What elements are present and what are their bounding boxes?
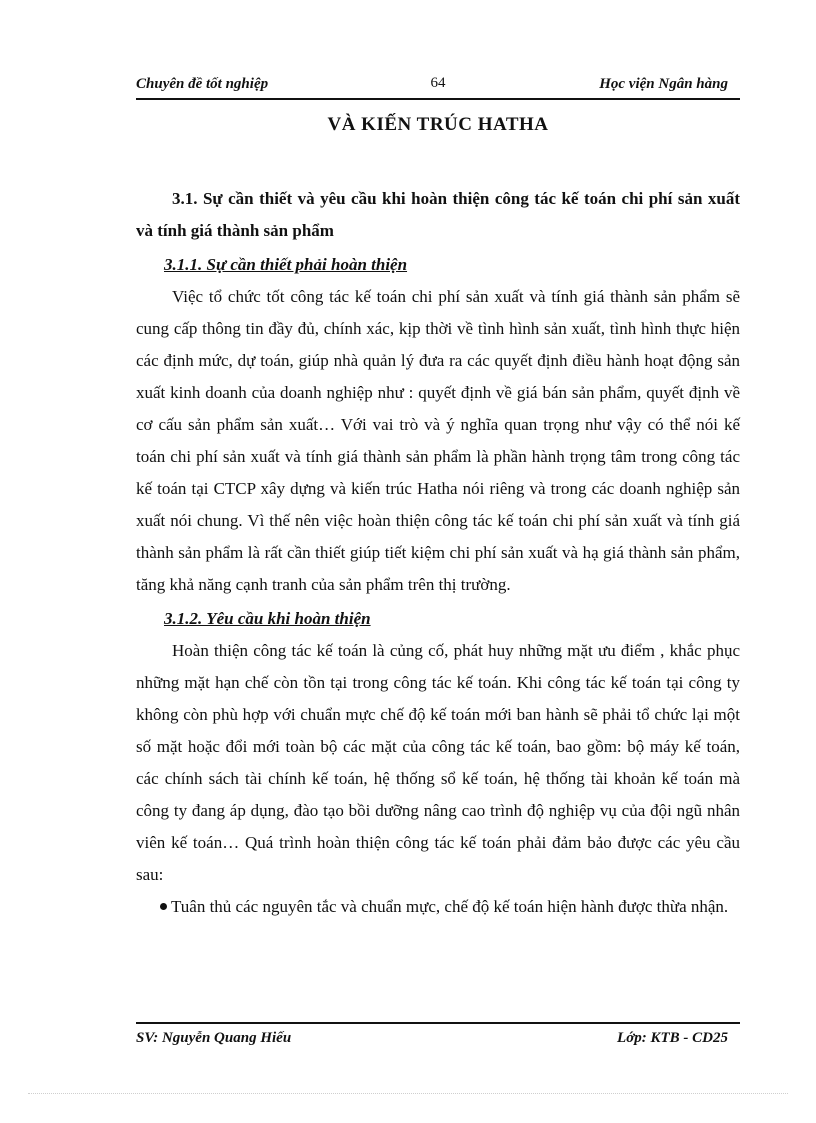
section-heading: 3.1. Sự cần thiết và yêu cầu khi hoàn thiện công tác kế toán chi phí sản xuất và tính giá thành sản phẩm [136, 189, 740, 240]
page-footer [136, 1022, 740, 1050]
bullet-dot-icon [160, 903, 167, 910]
bullet-item-text: Tuân thủ các nguyên tắc và chuẩn mực, chế độ kế toán hiện hành được thừa nhận. [171, 897, 729, 916]
bullet-item [136, 891, 740, 923]
subsection-heading-2 [136, 603, 740, 635]
document-body [136, 183, 740, 923]
paragraph-1: Việc tổ chức tốt công tác kế toán chi phí sản xuất và tính giá thành sản phẩm sẽ cung cấp thông tin đầy đủ, chính xác, kịp thời về tình hình sản xuất, tình hình thực hiện các định mức, dự toán, giúp nhà quản lý đưa ra các quyết định điều hành hoạt động sản xuất kinh doanh của doanh nghiệp như : quyết định về giá bán sản phẩm, quyết định về cơ cấu sản phẩm sản xuất… Với vai trò và ý nghĩa quan trọng như vậy có thể nói kế toán chi phí sản xuất và tính giá thành sản phẩm là phần hành trọng tâm trong công tác kế toán tại CTCP xây dựng và kiến trúc Hatha nói riêng và trong các doanh nghiệp sản xuất nói chung. Vì thế nên việc hoàn thiện công tác kế toán chi phí sản xuất và tính giá thành sản phẩm là rất cần thiết giúp tiết kiệm chi phí sản xuất và hạ giá thành sản phẩm, tăng khả năng cạnh tranh của sản phẩm trên thị trường. [136, 287, 740, 594]
subsection-heading-2-text: 3.1.2. Yêu cầu khi hoàn thiện [164, 609, 371, 628]
footer-student-name: SV: Nguyễn Quang Hiếu [136, 1030, 292, 1046]
footer-class: Lớp: KTB - CD25 [617, 1030, 728, 1046]
chapter-title: VÀ KIẾN TRÚC HATHA [327, 114, 549, 135]
subsection-heading-1 [136, 249, 740, 281]
page-bottom-divider [28, 1093, 788, 1094]
subsection-heading-1-text: 3.1.1. Sự cần thiết phải hoàn thiện [164, 255, 408, 274]
page-header [136, 74, 740, 100]
page-number: 64 [430, 75, 446, 91]
header-institution: Học viện Ngân hàng [599, 76, 728, 92]
header-report-type: Chuyên đề tốt nghiệp [136, 76, 269, 92]
paragraph-2: Hoàn thiện công tác kế toán là củng cố, phát huy những mặt ưu điểm , khắc phục những mặt hạn chế còn tồn tại trong công tác kế toán. Khi công tác kế toán tại công ty không còn phù hợp với chuẩn mực chế độ kế toán mới ban hành sẽ phải tổ chức lại một số mặt hoặc đổi mới toàn bộ các mặt của công tác kế toán, bao gồm: bộ máy kế toán, các chính sách tài chính kế toán, hệ thống sổ kế toán, hệ thống tài khoản kế toán mà công ty đang áp dụng, đào tạo bồi dưỡng nâng cao trình độ nghiệp vụ của đội ngũ nhân viên kế toán… Quá trình hoàn thiện công tác kế toán phải đảm bảo được các yêu cầu sau: [136, 641, 740, 884]
